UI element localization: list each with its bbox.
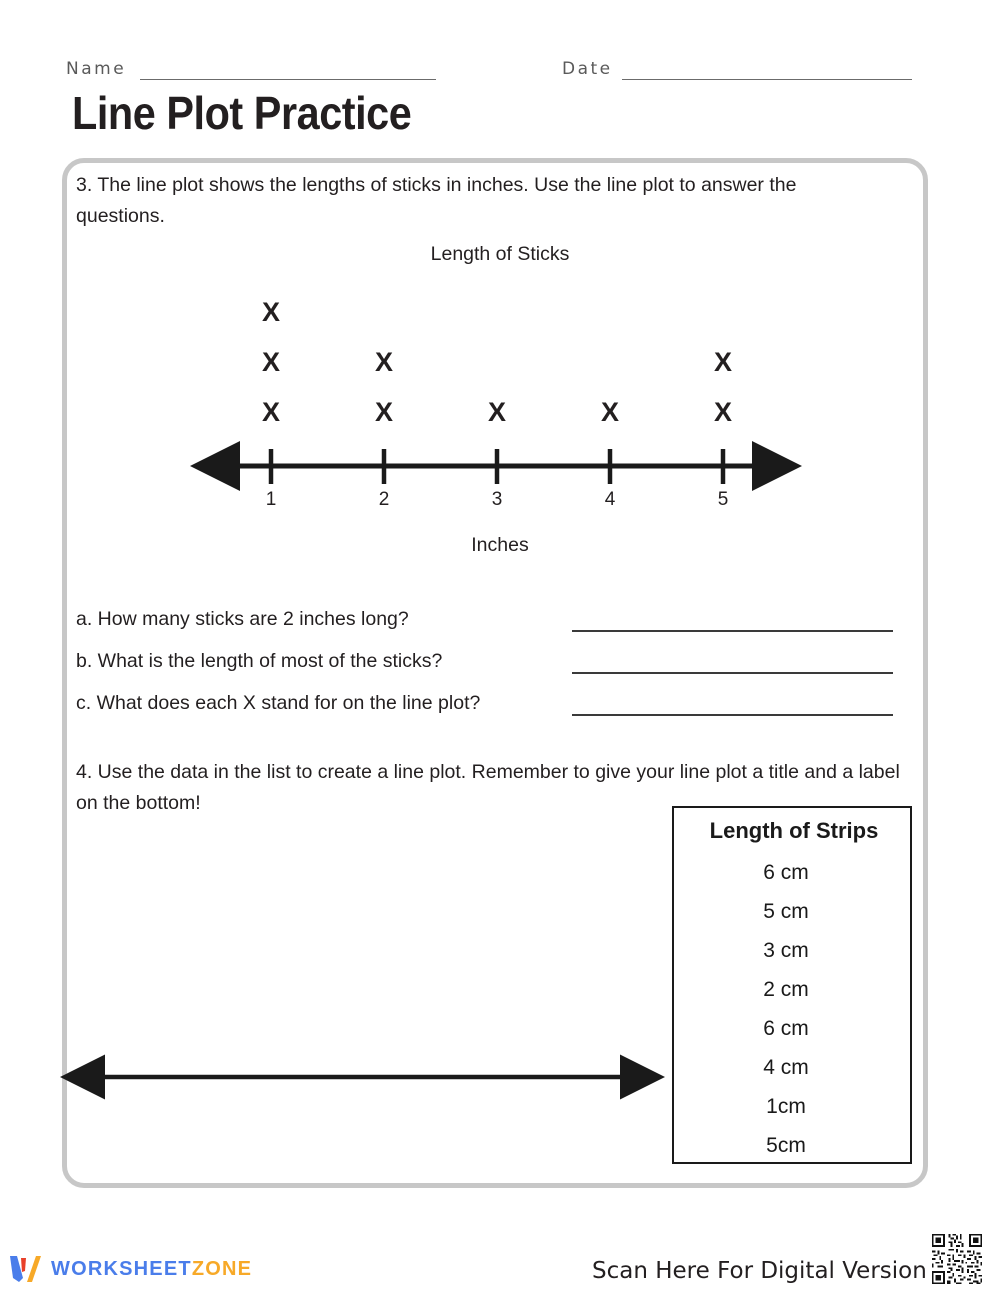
logo-word-worksheet: WORKSHEET: [51, 1257, 192, 1280]
data-list-item: 3 cm: [763, 939, 809, 962]
data-list-item: 6 cm: [763, 861, 809, 884]
answer-line-b[interactable]: [572, 672, 893, 674]
line-plot-title: Length of Sticks: [430, 243, 570, 265]
worksheet-zone-mark-icon: [8, 1254, 42, 1284]
plot-mark-x: X: [374, 397, 393, 427]
axis-tick-label: 2: [378, 489, 390, 510]
worksheet-zone-logo-text: [51, 1258, 252, 1281]
name-write-in-line[interactable]: [140, 79, 436, 80]
page-title: Line Plot Practice: [72, 87, 412, 139]
scan-instruction-text: Scan Here For Digital Version: [592, 1258, 927, 1284]
data-list-item: 6 cm: [763, 1017, 809, 1040]
data-list-item: 4 cm: [763, 1056, 809, 1079]
data-list-item: 1cm: [766, 1095, 806, 1118]
worksheet-header: [0, 0, 1000, 90]
worksheet-zone-logo[interactable]: [8, 1254, 252, 1284]
axis-tick-label: 4: [604, 489, 616, 510]
question-4-prompt: 4. Use the data in the list to create a line plot. Remember to give your line plot a title and a label on the bottom!: [76, 761, 900, 814]
date-field-label: Date: [562, 59, 613, 79]
sub-question-a: a. How many sticks are 2 inches long?: [76, 608, 409, 630]
data-list-item: 2 cm: [763, 978, 809, 1001]
plot-mark-x: X: [261, 397, 280, 427]
data-list-title: Length of Strips: [709, 818, 879, 843]
axis-tick-label: 3: [491, 489, 503, 510]
logo-word-zone: ZONE: [191, 1257, 253, 1280]
plot-mark-x: X: [374, 347, 393, 377]
name-field-label: Name: [66, 59, 127, 79]
answer-line-c[interactable]: [572, 714, 893, 716]
plot-mark-x: X: [713, 397, 732, 427]
qr-code-icon[interactable]: [930, 1232, 984, 1286]
question-3-prompt: 3. The line plot shows the lengths of sticks in inches. Use the line plot to answer the questions.: [76, 174, 797, 227]
answer-line-a[interactable]: [572, 630, 893, 632]
axis-tick-label: 1: [265, 489, 277, 510]
data-list-item: 5cm: [766, 1134, 806, 1157]
data-list-item: 5 cm: [763, 900, 809, 923]
page-footer: [0, 1228, 1000, 1294]
plot-mark-x: X: [487, 397, 506, 427]
date-write-in-line[interactable]: [622, 79, 912, 80]
data-list-box: [672, 806, 912, 1164]
plot-mark-x: X: [261, 297, 280, 327]
plot-mark-x: X: [713, 347, 732, 377]
sub-question-c: c. What does each X stand for on the line plot?: [76, 692, 481, 714]
axis-tick-label: 5: [717, 489, 729, 510]
sub-question-b: b. What is the length of most of the sticks?: [76, 650, 443, 672]
plot-mark-x: X: [261, 347, 280, 377]
line-plot-axis-label: Inches: [471, 534, 529, 556]
plot-mark-x: X: [600, 397, 619, 427]
